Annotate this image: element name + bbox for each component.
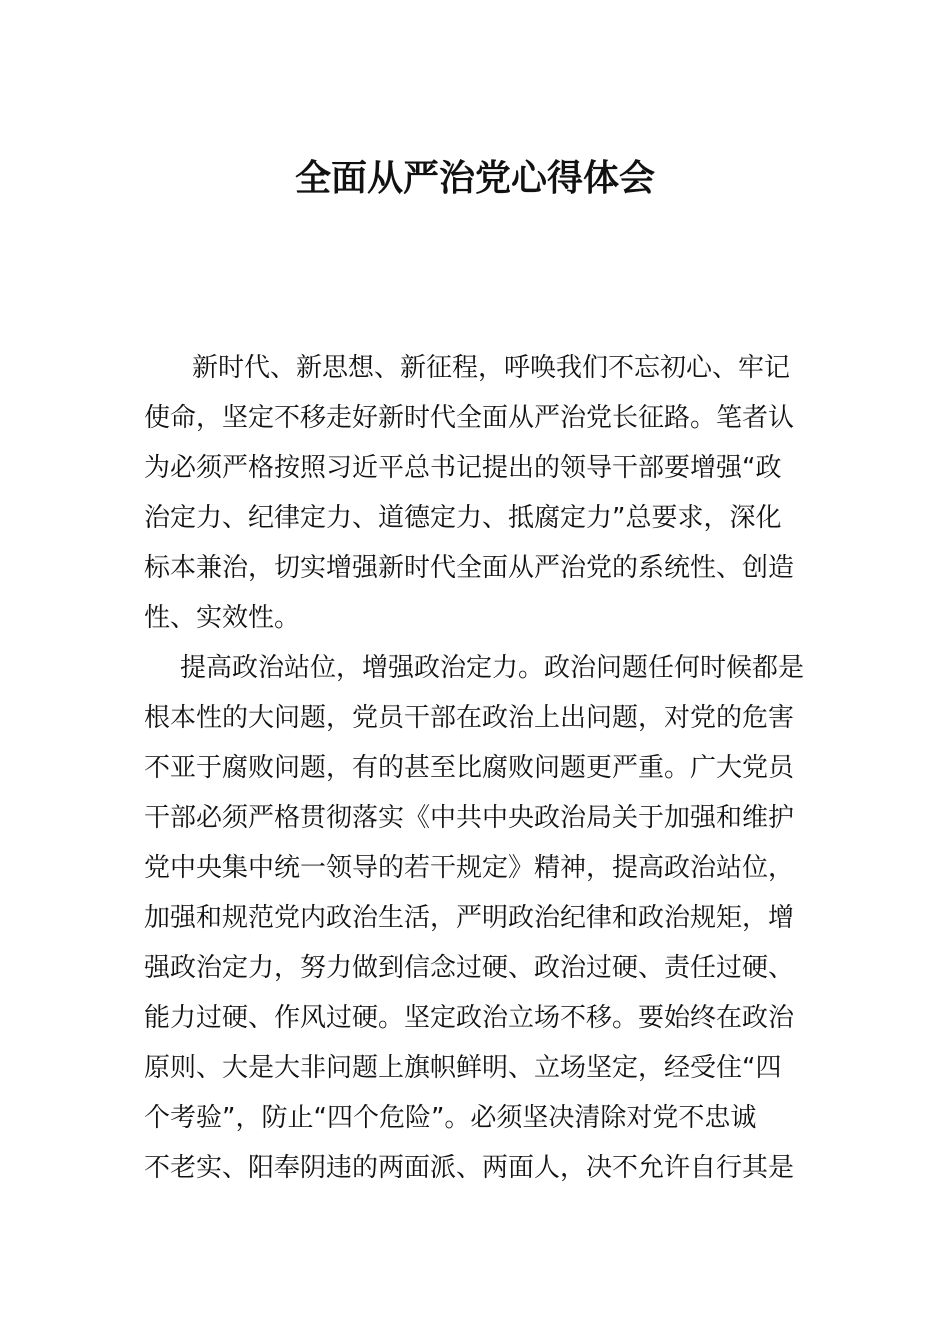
document-body	[144, 343, 806, 1193]
paragraph-line: 个考验”，防止“四个危险”。必须坚决清除对党不忠诚	[144, 1103, 757, 1133]
paragraph-line: 性、实效性。	[144, 603, 301, 633]
paragraph-line: 不亚于腐败问题，有的甚至比腐败问题更严重。广大党员	[144, 753, 795, 783]
paragraph-line: 新时代、新思想、新征程，呼唤我们不忘初心、牢记	[192, 353, 791, 383]
document-title: 全面从严治党心得体会	[294, 158, 655, 199]
paragraph-line: 为必须严格按照习近平总书记提出的领导干部要增强“政	[144, 453, 782, 483]
paragraph-line: 使命，坚定不移走好新时代全面从严治党长征路。笔者认	[144, 403, 795, 433]
paragraph-line: 治定力、纪律定力、道德定力、抵腐定力”总要求，深化	[144, 503, 782, 533]
paragraph-line: 干部必须严格贯彻落实《中共中央政治局关于加强和维护	[144, 803, 795, 833]
paragraph-line: 党中央集中统一领导的若干规定》精神，提高政治站位，	[144, 853, 795, 883]
paragraph-line: 能力过硬、作风过硬。坚定政治立场不移。要始终在政治	[144, 1003, 795, 1033]
paragraph-2	[144, 643, 806, 1193]
paragraph-line: 提高政治站位，增强政治定力。政治问题任何时候都是	[180, 653, 805, 683]
paragraph-line: 强政治定力，努力做到信念过硬、政治过硬、责任过硬、	[144, 953, 795, 983]
paragraph-line: 标本兼治，切实增强新时代全面从严治党的系统性、创造	[144, 553, 795, 583]
paragraph-line: 不老实、阳奉阴违的两面派、两面人，决不允许自行其是	[144, 1153, 795, 1183]
paragraph-line: 根本性的大问题，党员干部在政治上出问题，对党的危害	[144, 703, 795, 733]
paragraph-line: 加强和规范党内政治生活，严明政治纪律和政治规矩，增	[144, 903, 795, 933]
paragraph-1	[144, 343, 806, 643]
paragraph-line: 原则、大是大非问题上旗帜鲜明、立场坚定，经受住“四	[144, 1053, 782, 1083]
